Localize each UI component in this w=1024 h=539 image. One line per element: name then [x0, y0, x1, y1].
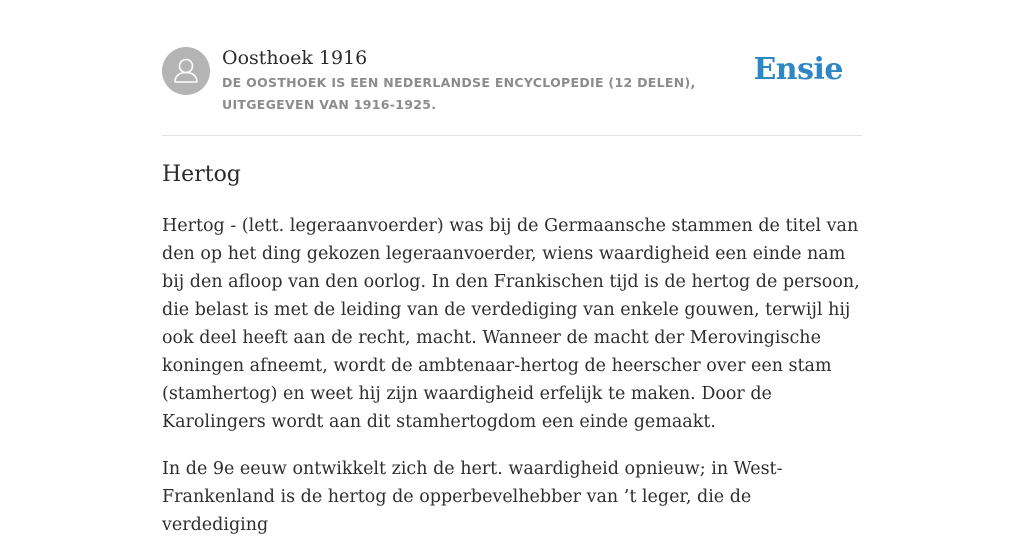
article-paragraph: In de 9e eeuw ontwikkelt zich de hert. waardigheid opnieuw; in West-Frankenland is de hertog de opperbevelhebber van ’t leger, die de verdediging [162, 459, 783, 535]
article-paragraph: Hertog - (lett. legeraanvoerder) was bij de Germaansche stammen de titel van den op het ding gekozen legeraanvoerder, wiens waardigheid een einde nam bij den afloop van den oorlog. In den Frankischen tijd is de hertog de persoon, die belast is met de leiding van de verdediging van enkele gouwen, terwijl hij ook deel heeft aan de recht, macht. Wanneer de macht der Merovingische koningen afneemt, wordt de ambtenaar-hertog de heerscher over een stam (stamhertog) en weet hij zijn waardigheid erfelijk te maken. Door de Karolingers wordt aan dit stamhertogdom een einde gemaakt. [162, 216, 860, 432]
source-description: DE OOSTHOEK IS EEN NEDERLANDSE ENCYCLOPEDIE (12 DELEN), UITGEGEVEN VAN 1916-1925. [222, 75, 696, 112]
article-title: Hertog [162, 162, 241, 187]
header-divider [162, 135, 862, 136]
user-silhouette-icon [162, 47, 210, 95]
source-name[interactable]: Oosthoek 1916 [222, 47, 368, 69]
source-avatar[interactable] [162, 47, 210, 95]
article [162, 160, 862, 539]
source-header [162, 46, 862, 116]
ensie-logo[interactable]: Ensie [753, 52, 843, 87]
